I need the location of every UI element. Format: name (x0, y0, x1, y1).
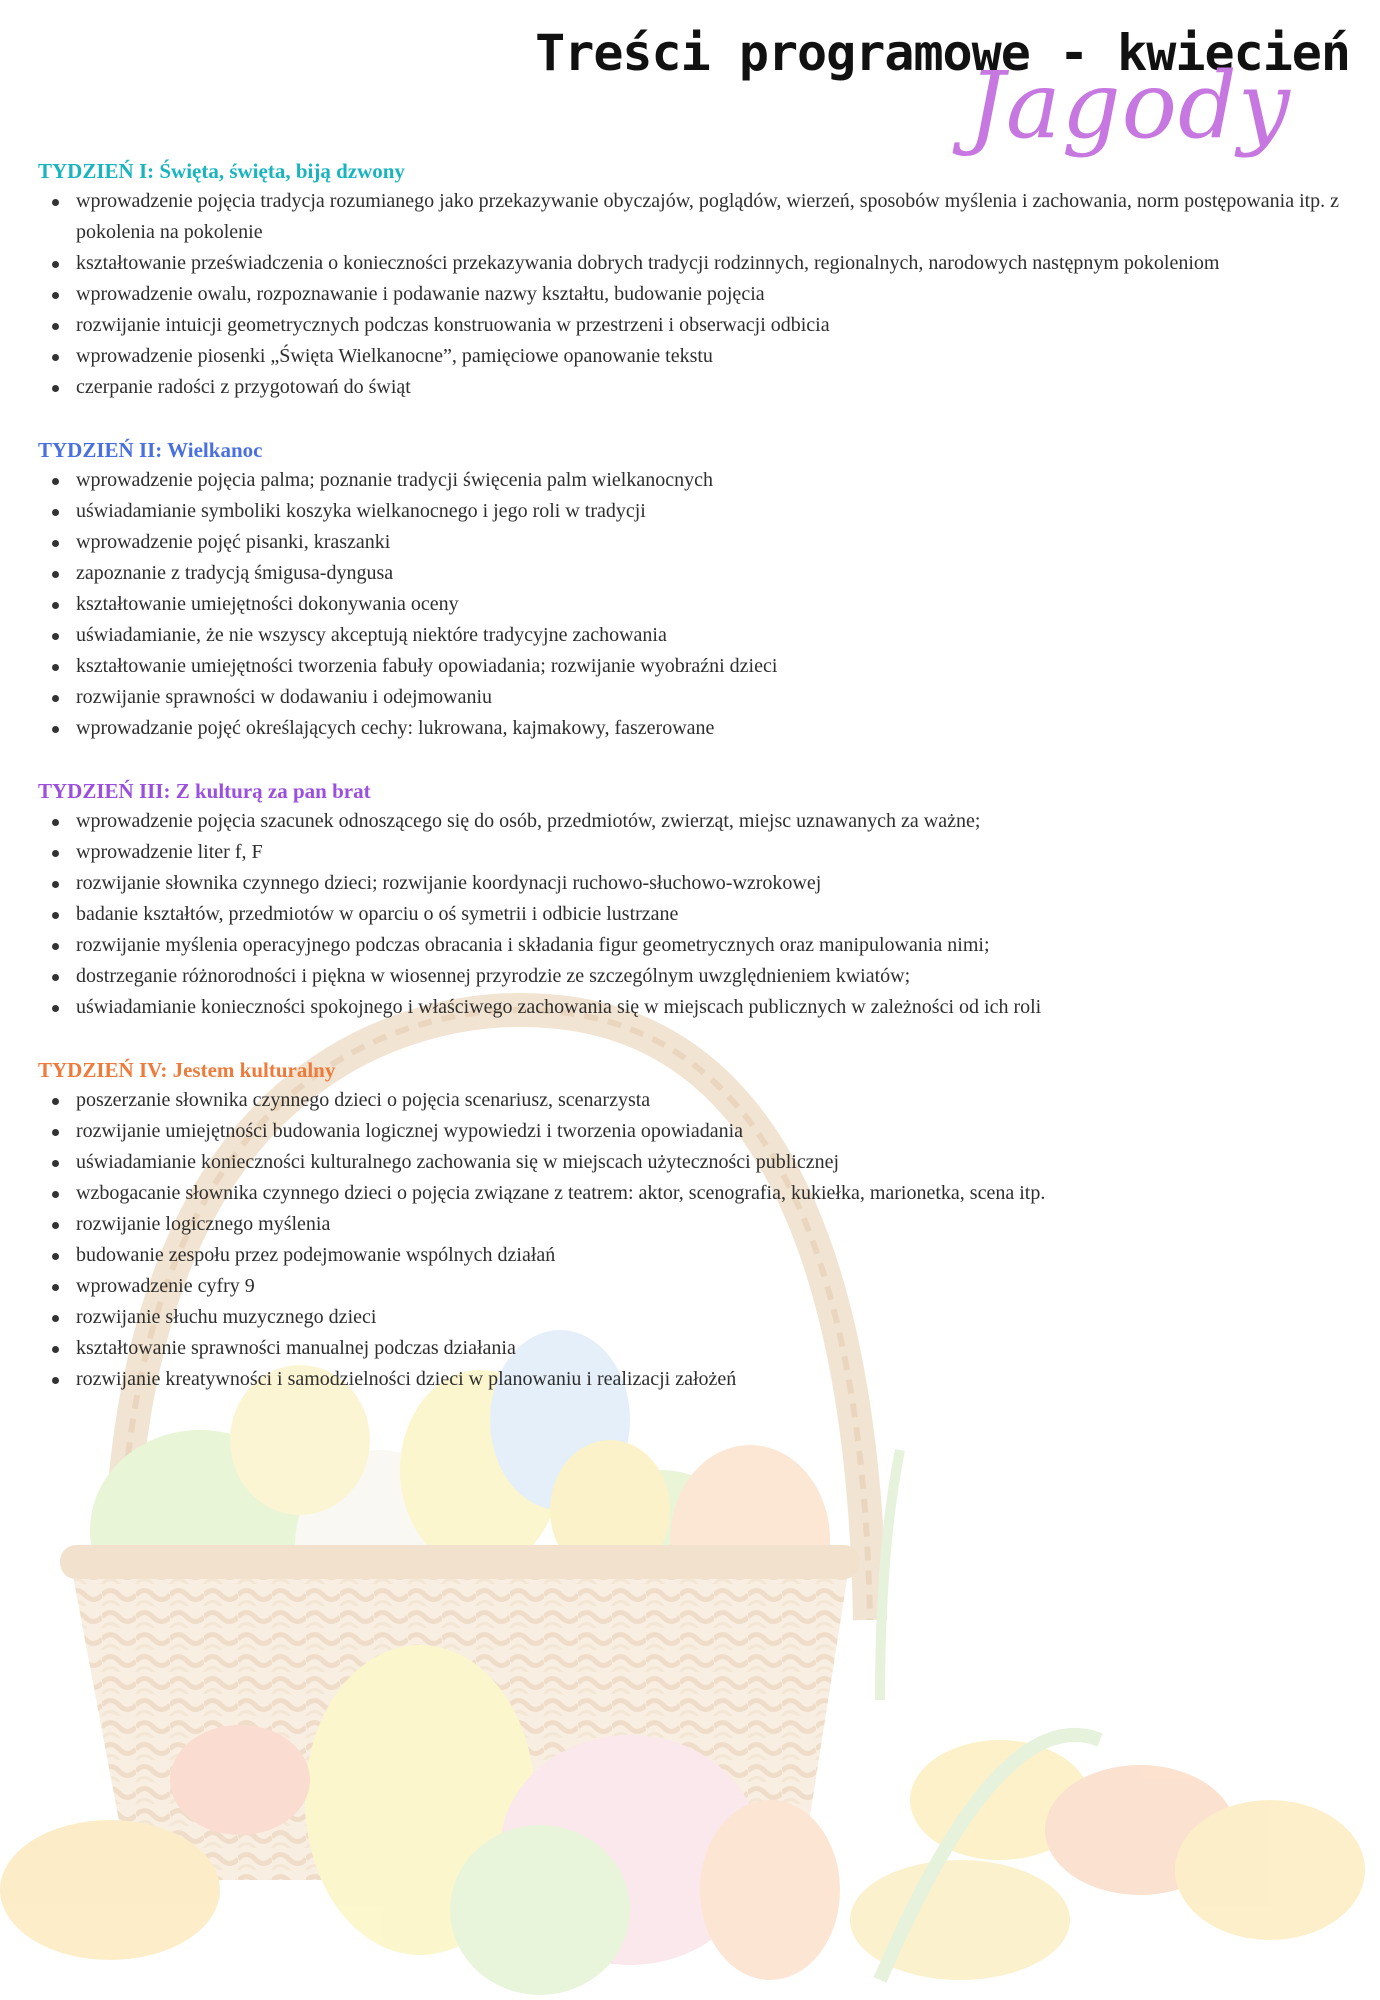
week-goal-list (38, 1085, 1348, 1395)
list-item: rozwijanie myślenia operacyjnego podczas obracania i składania figur geometrycznych oraz manipulowania nimi; (38, 930, 1348, 961)
week-heading: TYDZIEŃ I: Święta, święta, biją dzwony (38, 159, 405, 183)
list-item: budowanie zespołu przez podejmowanie wspólnych działań (38, 1240, 1348, 1271)
list-item: uświadamianie konieczności kulturalnego zachowania się w miejscach użyteczności publicznej (38, 1147, 1348, 1178)
week-section-4 (38, 1055, 1348, 1395)
list-item: poszerzanie słownika czynnego dzieci o pojęcia scenariusz, scenarzysta (38, 1085, 1348, 1116)
list-item: uświadamianie konieczności spokojnego i właściwego zachowania się w miejscach publicznych w zależności od ich roli (38, 992, 1348, 1023)
list-item: wprowadzenie pojęcia tradycja rozumianego jako przekazywanie obyczajów, poglądów, wierzeń, sposobów myślenia i zachowania, norm postępowania itp. z pokolenia na pokolenie (38, 186, 1348, 248)
tulip-shape (0, 1820, 220, 1960)
list-item: rozwijanie słuchu muzycznego dzieci (38, 1302, 1348, 1333)
list-item: wprowadzenie liter f, F (38, 837, 1348, 868)
list-item: kształtowanie sprawności manualnej podczas działania (38, 1333, 1348, 1364)
week-heading: TYDZIEŃ IV: Jestem kulturalny (38, 1058, 336, 1082)
list-item: wprowadzenie pojęcia szacunek odnoszącego się do osób, przedmiotów, zwierząt, miejsc uznawanych za ważne; (38, 806, 1348, 837)
list-item: wprowadzenie cyfry 9 (38, 1271, 1348, 1302)
list-item: dostrzeganie różnorodności i piękna w wiosennej przyrodzie ze szczególnym uwzględnieniem kwiatów; (38, 961, 1348, 992)
list-item: kształtowanie umiejętności dokonywania oceny (38, 589, 1348, 620)
egg-shape (700, 1800, 840, 1980)
week-section-3 (38, 776, 1348, 1023)
week-heading: TYDZIEŃ II: Wielkanoc (38, 438, 263, 462)
list-item: rozwijanie kreatywności i samodzielności dzieci w planowaniu i realizacji założeń (38, 1364, 1348, 1395)
list-item: wprowadzenie pojęć pisanki, kraszanki (38, 527, 1348, 558)
list-item: zapoznanie z tradycją śmigusa-dyngusa (38, 558, 1348, 589)
list-item: wprowadzenie piosenki „Święta Wielkanocne”, pamięciowe opanowanie tekstu (38, 341, 1348, 372)
list-item: kształtowanie przeświadczenia o konieczności przekazywania dobrych tradycji rodzinnych, regionalnych, narodowych następnym pokoleniom (38, 248, 1348, 279)
list-item: uświadamianie symboliki koszyka wielkanocnego i jego roli w tradycji (38, 496, 1348, 527)
week-goal-list (38, 806, 1348, 1023)
program-content (38, 156, 1348, 1427)
list-item: rozwijanie sprawności w dodawaniu i odejmowaniu (38, 682, 1348, 713)
group-name: Jagody (968, 52, 1291, 159)
list-item: wprowadzenie owalu, rozpoznawanie i podawanie nazwy kształtu, budowanie pojęcia (38, 279, 1348, 310)
list-item: badanie kształtów, przedmiotów w oparciu o oś symetrii i odbicie lustrzane (38, 899, 1348, 930)
week-section-1 (38, 156, 1348, 403)
list-item: rozwijanie słownika czynnego dzieci; rozwijanie koordynacji ruchowo-słuchowo-wzrokowej (38, 868, 1348, 899)
list-item: rozwijanie intuicji geometrycznych podczas konstruowania w przestrzeni i obserwacji odbicia (38, 310, 1348, 341)
list-item: wzbogacanie słownika czynnego dzieci o pojęcia związane z teatrem: aktor, scenografia, kukiełka, marionetka, scena itp. (38, 1178, 1348, 1209)
page-title: Treści programowe - kwiecień (535, 24, 1350, 82)
week-goal-list (38, 465, 1348, 744)
list-item: wprowadzanie pojęć określających cechy: lukrowana, kajmakowy, faszerowane (38, 713, 1348, 744)
week-goal-list (38, 186, 1348, 403)
week-heading: TYDZIEŃ III: Z kulturą za pan brat (38, 779, 371, 803)
list-item: wprowadzenie pojęcia palma; poznanie tradycji święcenia palm wielkanocnych (38, 465, 1348, 496)
list-item: rozwijanie logicznego myślenia (38, 1209, 1348, 1240)
list-item: kształtowanie umiejętności tworzenia fabuły opowiadania; rozwijanie wyobraźni dzieci (38, 651, 1348, 682)
week-section-2 (38, 435, 1348, 744)
egg-shape (450, 1825, 630, 1995)
tulip-shape (1175, 1800, 1365, 1940)
list-item: rozwijanie umiejętności budowania logicznej wypowiedzi i tworzenia opowiadania (38, 1116, 1348, 1147)
list-item: uświadamianie, że nie wszyscy akceptują niektóre tradycyjne zachowania (38, 620, 1348, 651)
list-item: czerpanie radości z przygotowań do świąt (38, 372, 1348, 403)
tulip-shape (170, 1725, 310, 1835)
